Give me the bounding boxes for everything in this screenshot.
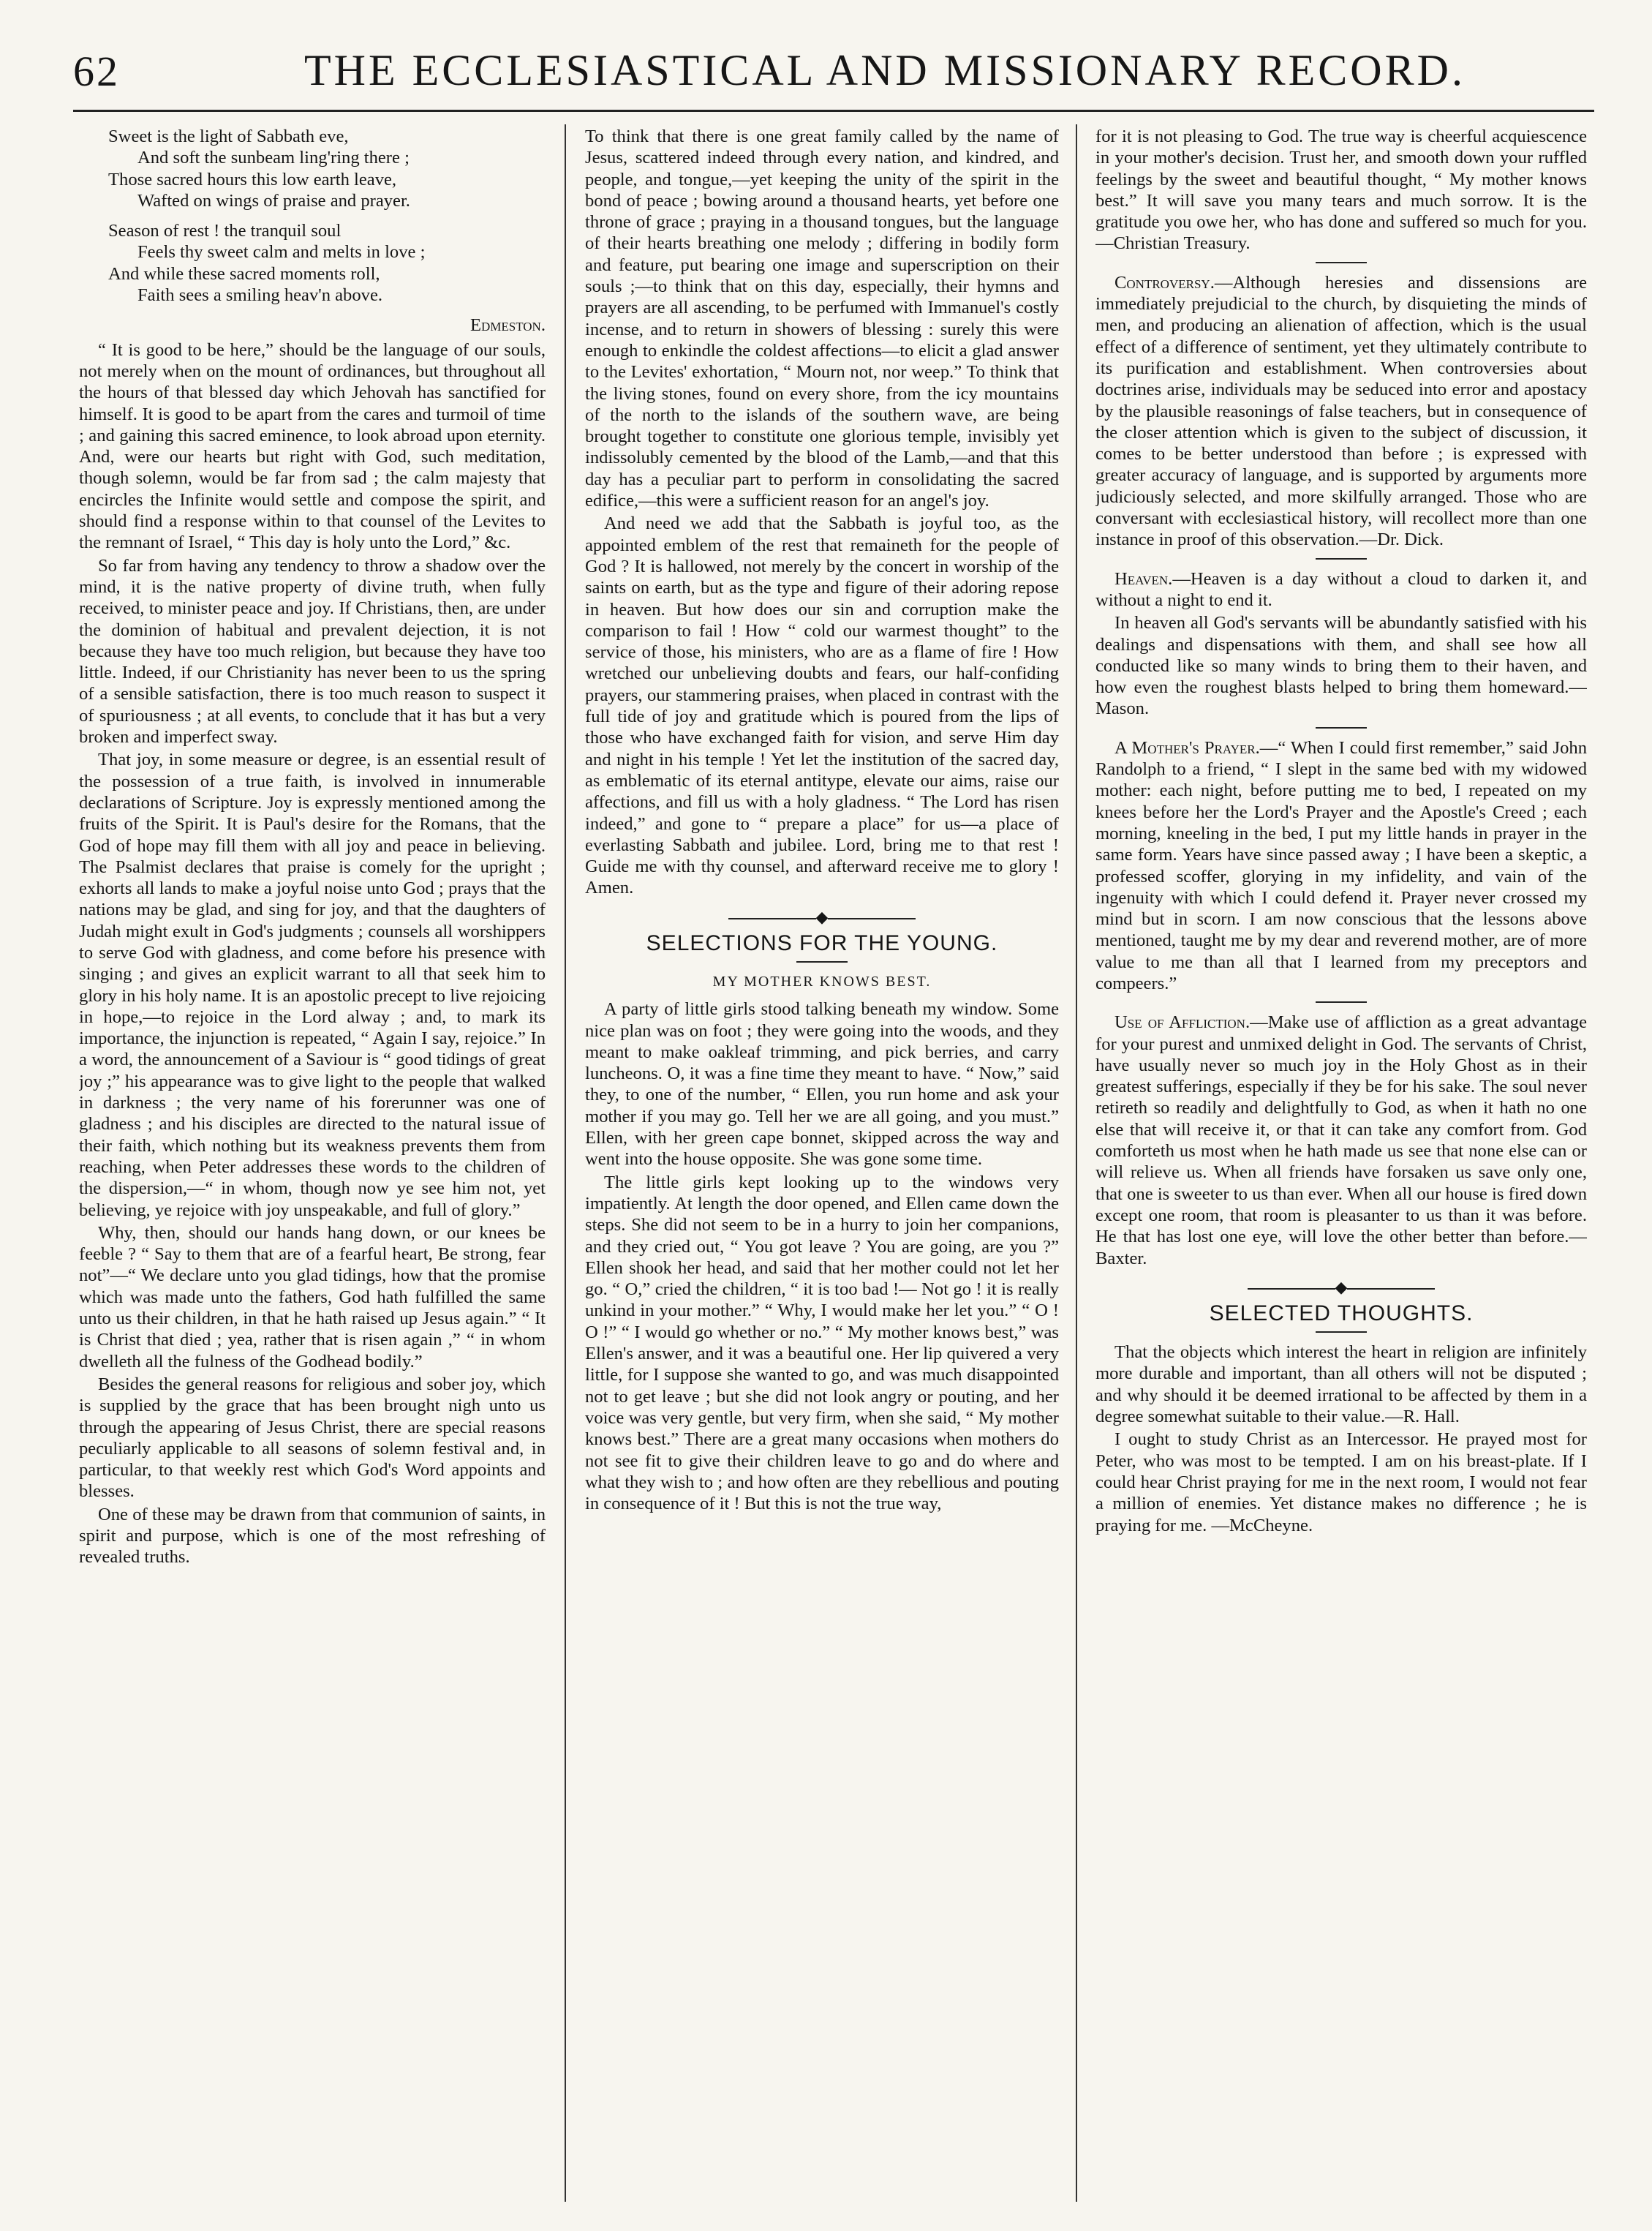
paragraph: The little girls kept looking up to the windows very impatiently. At length the door opened, and Ellen came down the steps. She did not seem to be in a hurry to join her companions, and they cried out, “ You got leave ? You are going, are you ?” Ellen shook her head, and said that her mother could not let her go. “ O,” cried the children, “ it is too bad !— Not go ! it is really unkind in your mother.” “ Why, I would make her let you.” “ O ! O !” “ I would go whether or no.” “ My mother knows best,” was Ellen's answer, and it was a beautiful one. Her lip quivered a very little, for I suppose she wanted to go, and was much disappointed not to get leave ; but she did not look angry or pouting, and her voice was very gentle, but very firm, when she said, “ My mother knows best.” There are a great many occasions when mothers do not see fit to give their children leave to go and do where and what they wish to ; and how often are they rebellious and pouting in consequence of it ! But this is not the true way, <box>585 1172 1059 1514</box>
item-text: —Although heresies and dissensions are immediately prejudicial to the church, by disquieting the minds of men, and producing an alienation of affection, which is the usual effect of a difference of sentiment, yet they ultimately contribute to its purification and establishment. When controversies about doctrines arise, individuals may be seduced into error and apostacy by the plausible reasonings of false teachers, but in consequence of the closer attention which is given to the subject of discussion, it comes to be better understood than before ; is expressed with greater accuracy of language, and is supported by arguments more judiciously selected, and more skilfully arranged. Those who are conversant with ecclesiastical history, will recollect more than one instance in proof of this observation.—Dr. Dick. <box>1095 272 1587 550</box>
paragraph: Why, then, should our hands hang down, or our knees be feeble ? “ Say to them that are of a fearful heart, Be strong, fear not”—“ We declare unto you glad tidings, how that the promise which was made unto the fathers, God hath fulfilled the same unto us their children, in that he hath raised up Jesus again.” “ It is Christ that died ; yea, rather that is risen again ,” “ in whom dwelleth all the fulness of the Godhead bodily.” <box>79 1222 546 1372</box>
poem-line: And soft the sunbeam ling'ring there ; <box>137 148 410 168</box>
poem-line: Season of rest ! the tranquil soul <box>108 221 342 241</box>
item-controversy <box>1095 272 1587 551</box>
divider <box>1316 1001 1367 1003</box>
item-heading: Heaven. <box>1114 568 1173 589</box>
paragraph: Besides the general reasons for religious and sober joy, which is supplied by the grace that has been brought nigh unto us through the appearing of Jesus Christ, there are special reasons peculiarly applicable to all seasons of solemn festival and, in particular, to that weekly rest which God's Word appoints and blesses. <box>79 1374 546 1502</box>
column-2 <box>585 126 1059 2203</box>
poem-line: And while these sacred moments roll, <box>108 263 380 284</box>
divider <box>1316 727 1367 729</box>
poem-line: Faith sees a smiling heav'n above. <box>137 285 383 306</box>
divider <box>796 961 848 963</box>
paragraph: That the objects which interest the heart in religion are infinitely more durable and important, than all others will not be disputed ; and why should it be deemed irrational to be affected by them in a degree somewhat suitable to their value.—R. Hall. <box>1095 1342 1587 1427</box>
paragraph: A party of little girls stood talking beneath my window. Some nice plan was on foot ; they were going into the woods, and they meant to make oakleaf trimming, and pick berries, and carry luncheons. O, it was a fine time they meant to have. “ Now,” said they, to one of the number, “ Ellen, you run home and ask your mother if you may go. Tell her we are all going, and you must.” Ellen, with her green cape bonnet, skipped across the way and went into the house opposite. She was gone some time. <box>585 999 1059 1170</box>
column-rule-1 <box>565 124 566 2202</box>
column-rule-2 <box>1076 124 1077 2202</box>
item-heading: Use of Affliction. <box>1114 1012 1251 1033</box>
poem-line: Feels thy sweet calm and melts in love ; <box>137 242 426 263</box>
paragraph: One of these may be drawn from that communion of saints, in spirit and purpose, which is one of the most refreshing of revealed truths. <box>79 1504 546 1568</box>
paragraph: I ought to study Christ as an Intercessor. He prayed most for Peter, who was most to be tempted. I am on his breast-plate. If I could hear Christ praying for me in the next room, I would not fear a million of enemies. Yet distance makes no difference ; he is praying for me. —McCheyne. <box>1095 1429 1587 1535</box>
paragraph: To think that there is one great family called by the name of Jesus, scattered indeed through every nation, and kindred, and people, and tongue,—yet keeping the unity of the spirit in the bond of peace ; bowing around a thousand hearts, yet before one throne of grace ; praying in a thousand tongues, but the language of their hearts breathing one melody ; differing in bodily form and feature, put bearing one image and superscription on their souls ;—to think that on this day, especially, their hymns and prayers are all ascending, to be perfumed with Immanuel's costly incense, and to return in showers of blessing : surely this were enough to enkindle the coldest affections—to elicit a glad answer to the Levites' exhortation, “ Mourn not, nor weep.” To think that the living stones, found on every shore, from the icy mountains of the north to the islands of the southern wave, are being brought together to constitute one glorious temple, invisibly yet indissolubly cemented by the blood of the Lamb,—and that this day has a peculiar part to perform in consolidating the sacred edifice,—this were a sufficient reason for an angel's joy. <box>585 127 1059 511</box>
item-text: —Heaven is a day without a cloud to darken it, and without a night to end it. <box>1095 568 1587 610</box>
item-text: —Make use of affliction as a great advantage for your purest and unmixed delight in God. The servants of Christ, have usually never so much joy in the Holy Ghost as in their greatest sufferings, especially if they be for his sake. The soul never retireth so readily and delightfully to God, as when it hath no one else that will receive it, or that it can take any comfort from. God comforteth us most when he hath made us see that none else can or will relieve us. When all friends have forsaken us save only one, that one is sweeter to us than ever. When all our house is fired down except one room, that room is pleasanter to us than it was before. He that has lost one eye, will love the other better than before.—Baxter. <box>1095 1012 1587 1268</box>
section-ornament: ◆ <box>585 909 1059 925</box>
poem-line: Sweet is the light of Sabbath eve, <box>108 127 349 146</box>
item-heading: Controversy. <box>1114 272 1215 293</box>
poem-attribution: Edmeston. <box>469 315 546 336</box>
paragraph: “ It is good to be here,” should be the language of our souls, not merely when on the mount of ordinances, but throughout all the hours of that blessed day which Jehovah has sanctified for himself. It is good to be apart from the cares and turmoil of time ; and gaining this sacred eminence, to look abroad upon eternity. And, were our hearts but right with God, such meditation, though solemn, would be far from sad ; the calm majesty that encircles the Infinite would settle and compose the spirit, and should find a response within to that counsel of the Levites to the remnant of Israel, “ This day is holy unto the Lord,” &c. <box>79 339 546 553</box>
column-3 <box>1095 126 1587 2203</box>
item-text: —“ When I could first remember,” said John Randolph to a friend, “ I slept in the same bed with my widowed mother: each night, before putting me to bed, I repeated on my knees before her the Lord's Prayer and the Apostle's Creed ; each morning, kneeling in the bed, I put my little hands in prayer in the same form. Years have since passed away ; I have been a skeptic, a professed scoffer, glorying in my infidelity, and vain of the ingenuity with which I could defend it. Prayer never crossed my mind but in scorn. I am now conscious that the lessons above mentioned, taught me by my dear and reverend mother, are of more value to me than all that I learned from my preceptors and compeers.” <box>1095 737 1587 993</box>
paragraph: That joy, in some measure or degree, is an essential result of the possession of a true faith, is involved in innumerable declarations of Scripture. Joy is expressly mentioned among the fruits of the Spirit. It is Paul's desire for the Romans, that the God of hope may fill them with all joy and peace in believing. The Psalmist declares that praise is comely for the upright ; exhorts all lands to make a joyful noise unto God ; prays that the nations may be glad, and sing for joy, and that the daughters of Judah might exult in God's judgments ; counsels all worshippers to serve God with gladness, and come before his presence with singing ; and gives an explicit warrant to all that seek him to glory in his holy name. It is an apostolic precept to live rejoicing in hope,—to rejoice in the Lord alway ; and, to mark its importance, the injunction is repeated, “ Again I say, rejoice.” In a word, the announcement of a Saviour is “ good tidings of great joy ;” his appearance was to give light to the people that walked in darkness ; the very name of his forerunner was one of gladness ; and his disciples are directed to the natural issue of their faith, which nothing but its weakness prevents them from reaching, when Peter addresses these words to the children of the dispersion,—“ in whom, though now ye see him not, yet believing, ye rejoice with joy unspeakable, and full of glory.” <box>79 750 546 1220</box>
section-title-young: SELECTIONS FOR THE YOUNG. <box>646 930 998 955</box>
divider <box>1316 558 1367 560</box>
item-use-of-affliction <box>1095 1012 1587 1269</box>
running-title: THE ECCLESIASTICAL AND MISSIONARY RECORD. <box>304 46 1466 94</box>
divider <box>1316 1331 1367 1333</box>
poem-stanza-1 <box>79 126 546 211</box>
item-mothers-prayer <box>1095 737 1587 995</box>
section-ornament: ◆ <box>1095 1279 1587 1295</box>
paragraph: In heaven all God's servants will be abundantly satisfied with his dealings and dispensations with them, and shall see how all conducted like so many winds to bring them to their haven, and how even the roughest blasts helped to bring them homeward.—Mason. <box>1095 613 1587 719</box>
divider <box>1316 262 1367 263</box>
story-title: MY MOTHER KNOWS BEST. <box>712 973 932 990</box>
paragraph: So far from having any tendency to throw a shadow over the mind, it is the native property of divine truth, when fully received, to minister peace and joy. If Christians, then, are under the dominion of habitual and prevalent dejection, it is not because they have too much religion, but because they have too little. Indeed, if our Christianity has never been to us the spring of a sensible satisfaction, there is too much reason to suspect it of spuriousness ; at all events, to conclude that it has but a very broken and imperfect sway. <box>79 555 546 748</box>
page-header <box>73 35 1594 108</box>
item-heaven <box>1095 568 1587 612</box>
page-number: 62 <box>73 48 120 95</box>
item-heading: A Mother's Prayer. <box>1114 737 1260 758</box>
column-1 <box>79 126 546 2203</box>
paragraph: for it is not pleasing to God. The true way is cheerful acquiescence in your mother's decision. Trust her, and smooth down your ruffled feelings by the sweet and beautiful thought, “ My mother knows best.” It will save you many tears and much sorrow. It is the gratitude you owe her, who has done and suffered so much for you.—Christian Treasury. <box>1095 127 1587 254</box>
header-rule <box>73 110 1594 112</box>
paragraph: And need we add that the Sabbath is joyful too, as the appointed emblem of the rest that remaineth for the people of God ? It is hallowed, not merely by the concert in worship of the saints on earth, but as the type and figure of their adoring repose in heaven. But how does our sin and corruption make the comparison to fail ! How “ cold our warmest thought” to the service of those, his ministers, who are as a flame of fire ! How wretched our unbelieving doubts and fears, our half-confiding prayers, our stammering praises, when placed in contrast with the full tide of joy and gratitude which is poured from the lips of those who have exchanged faith for vision, and serve Him day and night in his temple ! Yet let the institution of the sacred day, as emblematic of its eternal antitype, elevate our aims, raise our affections, and fill us with a holy gladness. “ The Lord has risen indeed,” and gone to “ prepare a place” for us—a place of everlasting Sabbath and jubilee. Lord, bring me to that rest ! Guide me with thy counsel, and afterward receive me to glory ! Amen. <box>585 513 1059 898</box>
poem-stanza-2 <box>79 220 546 306</box>
section-title-thoughts: SELECTED THOUGHTS. <box>1209 1301 1474 1325</box>
poem-line: Wafted on wings of praise and prayer. <box>137 190 410 211</box>
poem-line: Those sacred hours this low earth leave, <box>108 169 397 189</box>
